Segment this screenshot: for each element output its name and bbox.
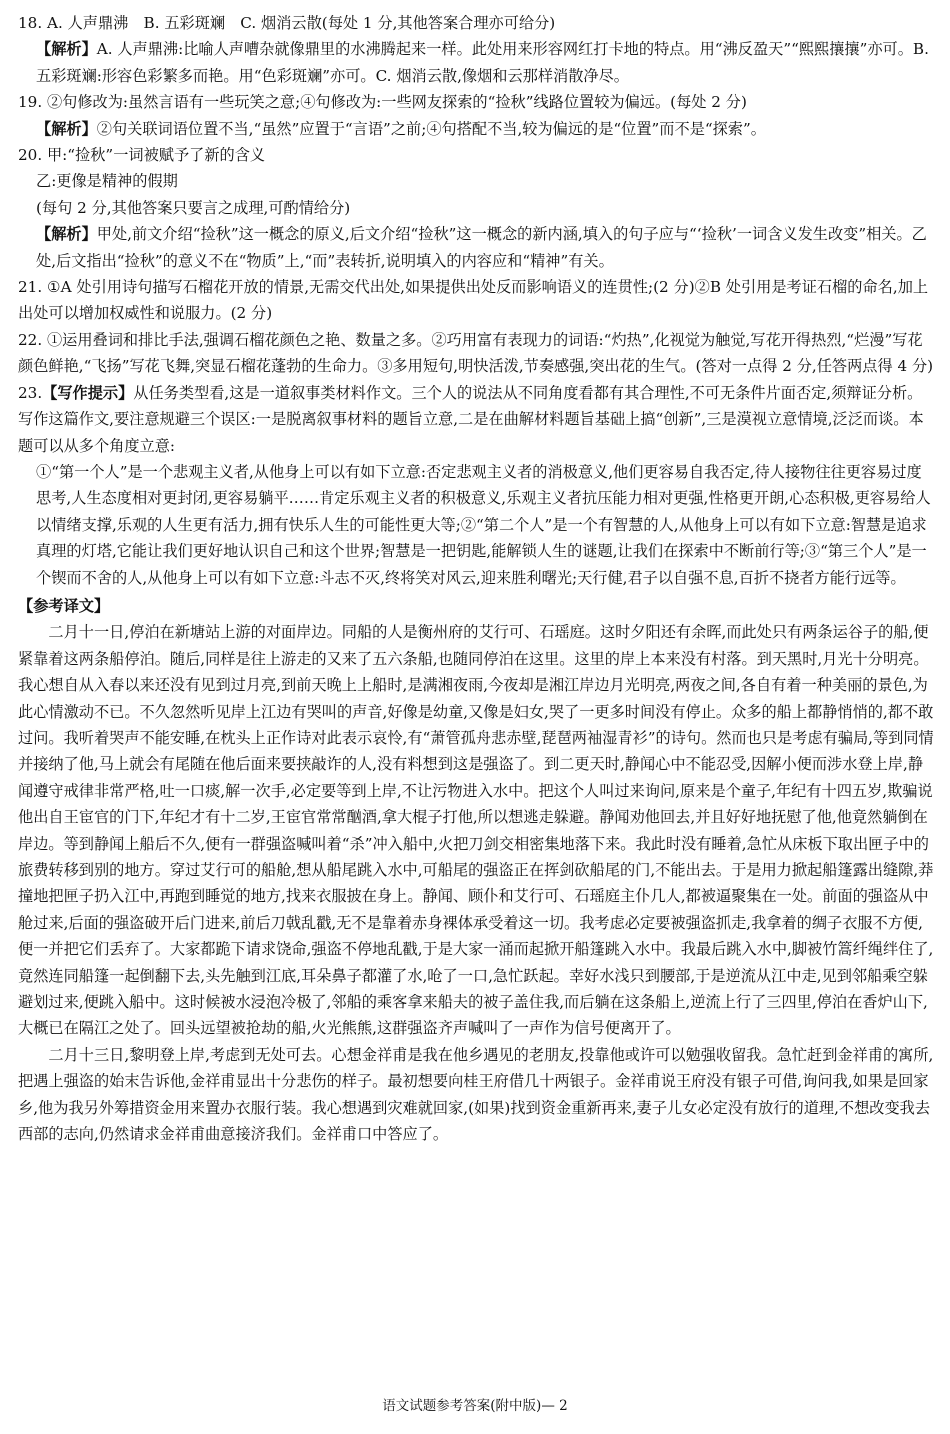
answer-text: 21. ①A 处引用诗句描写石榴花开放的情景,无需交代出处,如果提供出处反而影响语义的连贯性;(2 分)②B 处引用是考证石榴的命名,加上出处可以增加权威性和说服力。(2 分)	[18, 278, 929, 323]
analysis-label: 【解析】	[36, 225, 97, 244]
answer-19	[18, 89, 934, 142]
answer-text: 乙:更像是精神的假期	[36, 172, 178, 191]
answer-20	[18, 142, 934, 274]
answer-text: (每句 2 分,其他答案只要言之成理,可酌情给分)	[36, 198, 351, 217]
question-number: 23.	[18, 383, 43, 402]
translation-paragraph: 二月十三日,黎明登上岸,考虑到无处可去。心想金祥甫是我在他乡遇见的老朋友,投靠他或许可以勉强收留我。急忙赶到金祥甫的寓所,把遇上强盗的始末告诉他,金祥甫显出十分悲伤的样子。最初想要向桂王府借几十两银子。金祥甫说王府没有银子可借,询问我,如果是回家乡,他为我另外筹措资金用来置办衣服行装。我心想遇到灾难就回家,(如果)找到资金重新再来,妻子儿女必定没有放行的道理,不想改变我去西部的志向,仍然请求金祥甫曲意接济我们。金祥甫口中答应了。	[18, 1045, 934, 1144]
analysis	[18, 36, 934, 89]
writing-angles: ①“第一个人”是一个悲观主义者,从他身上可以有如下立意:否定悲观主义者的消极意义,他们更容易自我否定,待人接物往往更容易过度思考,人生态度相对更封闭,更容易躺平……肯定乐观主义者的积极意义,乐观主义者抗压能力相对更强,性格更开朗,心态积极,更容易给人以情绪支撑,乐观的人生更有活力,拥有快乐人生的可能性更大等;②“第二个人”是一个有智慧的人,从他身上可以有如下立意:智慧是追求真理的灯塔,它能让我们更好地认识自己和这个世界;智慧是一把钥匙,能解锁人生的谜题,让我们在探索中不断前行等;③“第三个人”是一个锲而不舍的人,从他身上可以有如下立意:斗志不灭,终将笑对风云,迎来胜利曙光;天行健,君子以自强不息,百折不挠者方能行远等。	[36, 462, 931, 587]
writing-tip	[18, 380, 934, 459]
analysis-label: 【解析】	[36, 119, 97, 138]
analysis-label: 【解析】	[36, 40, 97, 59]
analysis-text: A. 人声鼎沸:比喻人声嘈杂就像鼎里的水沸腾起来一样。此处用来形容网红打卡地的特点。用“沸反盈天”“熙熙攘攘”亦可。B. 五彩斑斓:形容色彩繁多而艳。用“色彩斑斓”亦可。C. 烟消云散,像烟和云那样消散净尽。	[36, 40, 929, 85]
answer-text: 22. ①运用叠词和排比手法,强调石榴花颜色之艳、数量之多。②巧用富有表现力的词语:“灼热”,化视觉为触觉,写花开得热烈,“烂漫”写花颜色鲜艳,“飞扬”写花飞舞,突显石榴花蓬勃的生命力。③多用短句,明快活泼,节奏感强,突出花的生气。(答对一点得 2 分,任答两点得 4 分)	[18, 330, 934, 376]
analysis	[18, 116, 934, 142]
page-footer: 语文试题参考答案(附中版)— 2	[382, 1398, 568, 1414]
answer-page	[18, 10, 934, 1147]
analysis-text: ②句关联词语位置不当,“虽然”应置于“言语”之前;④句搭配不当,较为偏远的是“位置”而不是“探索”。	[96, 119, 766, 138]
translation-paragraph: 二月十一日,停泊在新塘站上游的对面岸边。同船的人是衡州府的艾行可、石瑶庭。这时夕阳还有余晖,而此处只有两条运谷子的船,便紧靠着这两条船停泊。随后,同样是往上游走的又来了五六条船,也随同停泊在这里。这里的岸上本来没有村落。到天黑时,月光十分明亮。我心想自从入春以来还没有见到过月亮,到前天晚上上船时,是满湘夜雨,今夜却是湘江岸边月光明亮,两夜之间,各自有着一种美丽的景色,为此心情激动不已。不久忽然听见岸上江边有哭叫的声音,好像是幼童,又像是妇女,哭了一更多时间没有停止。众多的船上都静悄悄的,都不敢过问。我听着哭声不能安睡,在枕头上正作诗对此表示哀怜,有“萧管孤舟悲赤壁,琵琶两袖湿青衫”的诗句。然而也只是考虑有骗局,等到同情并接纳了他,马上就会有尾随在他后面来要挟敲诈的人,没有料想到这是强盗了。到二更天时,静闻心中不能忍受,因解小便而涉水登上岸,静闻遵守戒律非常严格,吐一口痰,解一次手,必定要等到上岸,不让污物进入水中。把这个人叫过来询问,原来是个童子,年纪有十四五岁,欺骗说他出自王宦官的门下,年纪才有十二岁,王宦官常常酗酒,拿大棍子打他,所以想逃走躲避。静闻劝他回去,并且好好地抚慰了他,他竟然躺倒在岸边。等到静闻上船后不久,便有一群强盗喊叫着“杀”冲入船中,火把刀剑交相密集地落下来。我此时没有睡着,急忙从床板下取出匣子中的旅费转移到别的地方。穿过艾行可的船舱,想从船尾跳入水中,可船尾的强盗正在挥剑砍船尾的门,不能出去。于是用力掀起船篷露出缝隙,莽撞地把匣子扔入江中,再跑到睡觉的地方,找来衣服披在身上。静闻、顾仆和艾行可、石瑶庭主仆几人,都被逼聚集在一处。前面的强盗从中舱过来,后面的强盗破开后门进来,前后刀戟乱戳,无不是靠着赤身裸体承受着这一切。我考虑必定要被强盗抓走,我拿着的绸子衣服不方便,便一并把它们丢弃了。大家都跪下请求饶命,强盗不停地乱戳,于是大家一涌而起掀开船篷跳入水中。我最后跳入水中,脚被竹篙纤绳绊住了,竟然连同船篷一起倒翻下去,头先触到江底,耳朵鼻子都灌了水,呛了一口,急忙跃起。幸好水浅只到腰部,于是逆流从江中走,见到邻船乘空躲避划过来,便跳入船中。这时候被水浸泡冷极了,邻船的乘客拿来船夫的被子盖住我,而后躺在这条船上,逆流上行了三四里,停泊在香炉山下,大概已在隔江之处了。回头远望被抢劫的船,火光熊熊,这群强盗齐声喊叫了一声作为信号便离开了。	[18, 623, 934, 1038]
answer-text: 19. ②句修改为:虽然言语有一些玩笑之意;④句修改为:一些网友探索的“捡秋”线路位置较为偏远。(每处 2 分)	[18, 93, 747, 112]
answer-text: 20. 甲:“捡秋”一词被赋予了新的含义	[18, 146, 266, 165]
answer-18	[18, 10, 934, 89]
answer-22	[18, 327, 934, 380]
tip-label: 【写作提示】	[42, 383, 134, 402]
answer-23	[18, 380, 934, 591]
answer-21	[18, 274, 934, 327]
tip-text: 从任务类型看,这是一道叙事类材料作文。三个人的说法从不同角度看都有其合理性,不可无条件片面否定,须辩证分析。写作这篇作文,要注意规避三个误区:一是脱离叙事材料的题旨立意,二是在曲解材料题旨基础上搞“创新”,三是漠视立意情境,泛泛而谈。本题可以从多个角度立意:	[18, 383, 924, 455]
answer-text: 18. A. 人声鼎沸 B. 五彩斑斓 C. 烟消云散(每处 1 分,其他答案合理亦可给分)	[18, 14, 556, 32]
analysis-text: 甲处,前文介绍“捡秋”这一概念的原义,后文介绍“捡秋”这一概念的新内涵,填入的句子应与“‘捡秋’一词含义发生改变”相关。乙处,后文指出“捡秋”的意义不在“物质”上,“而”表转折,说明填入的内容应和“精神”有关。	[36, 225, 927, 270]
translation-heading: 【参考译文】	[18, 596, 110, 615]
analysis	[18, 221, 934, 274]
